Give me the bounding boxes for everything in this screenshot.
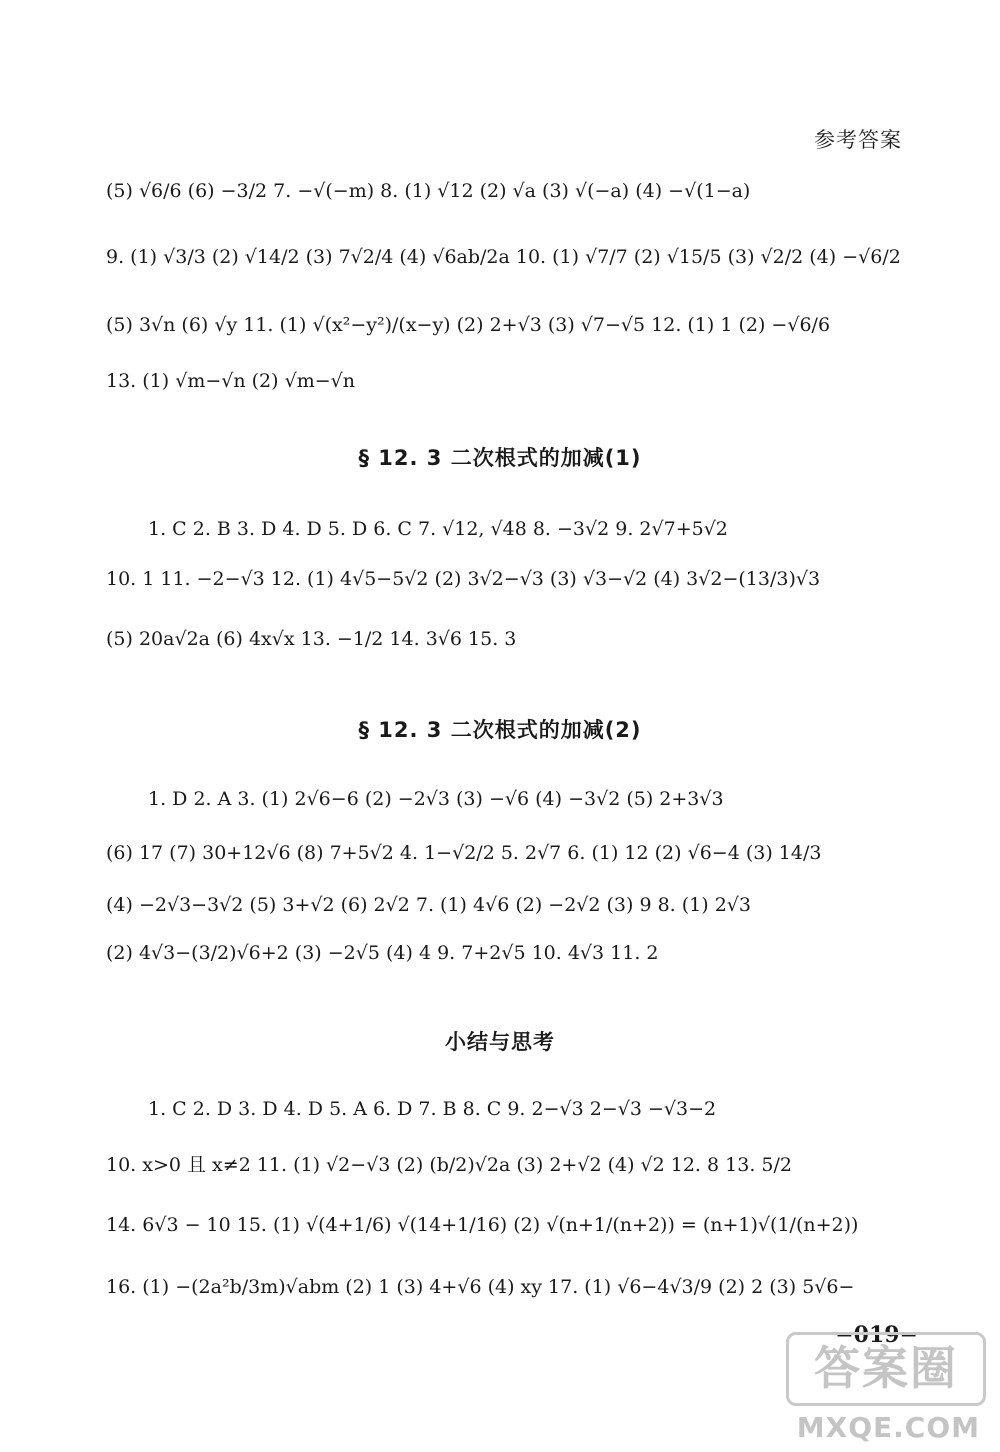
answer-line: (6) 17 (7) 30+12√6 (8) 7+5√2 4. 1−√2/2 5. 2√7 6. (1) 12 (2) √6−4 (3) 14/3 bbox=[106, 842, 822, 864]
answer-line: 1. C 2. D 3. D 4. D 5. A 6. D 7. B 8. C 9. 2−√3 2−√3 −√3−2 bbox=[148, 1098, 717, 1120]
watermark-url: MXQE.COM bbox=[796, 1411, 980, 1444]
answer-line: (4) −2√3−3√2 (5) 3+√2 (6) 2√2 7. (1) 4√6 (2) −2√2 (3) 9 8. (1) 2√3 bbox=[106, 894, 751, 916]
answer-line: (5) 20a√2a (6) 4x√x 13. −1/2 14. 3√6 15. 3 bbox=[106, 628, 517, 650]
answer-line: 10. 1 11. −2−√3 12. (1) 4√5−5√2 (2) 3√2−√3 (3) √3−√2 (4) 3√2−(13/3)√3 bbox=[106, 568, 821, 590]
answer-line: 1. D 2. A 3. (1) 2√6−6 (2) −2√3 (3) −√6 (4) −3√2 (5) 2+3√3 bbox=[148, 788, 724, 810]
answer-line: 9. (1) √3/3 (2) √14/2 (3) 7√2/4 (4) √6ab/2a 10. (1) √7/7 (2) √15/5 (3) √2/2 (4) −√6/2 bbox=[106, 246, 901, 268]
running-header: 参考答案 bbox=[814, 128, 902, 152]
page-number: −019− bbox=[835, 1322, 918, 1348]
answer-line: 13. (1) √m−√n (2) √m−√n bbox=[106, 370, 355, 392]
watermark-logo bbox=[786, 1332, 986, 1444]
section-title: § 12. 3 二次根式的加减(2) bbox=[358, 718, 642, 742]
answer-line: 16. (1) −(2a²b/3m)√abm (2) 1 (3) 4+√6 (4) xy 17. (1) √6−4√3/9 (2) 2 (3) 5√6− bbox=[106, 1276, 855, 1298]
watermark-logo-text: 答案圈 bbox=[786, 1332, 986, 1406]
answer-line: (5) 3√n (6) √y 11. (1) √(x²−y²)/(x−y) (2) 2+√3 (3) √7−√5 12. (1) 1 (2) −√6/6 bbox=[106, 314, 831, 336]
answer-line: (5) √6/6 (6) −3/2 7. −√(−m) 8. (1) √12 (2) √a (3) √(−a) (4) −√(1−a) bbox=[106, 180, 751, 202]
section-title: 小结与思考 bbox=[445, 1030, 555, 1054]
answer-line: 14. 6√3 − 10 15. (1) √(4+1/6) √(14+1/16) (2) √(n+1/(n+2)) = (n+1)√(1/(n+2)) bbox=[106, 1214, 859, 1236]
answer-line: 1. C 2. B 3. D 4. D 5. D 6. C 7. √12, √48 8. −3√2 9. 2√7+5√2 bbox=[148, 518, 728, 540]
answer-line: 10. x>0 且 x≠2 11. (1) √2−√3 (2) (b/2)√2a (3) 2+√2 (4) √2 12. 8 13. 5/2 bbox=[106, 1154, 792, 1176]
section-title: § 12. 3 二次根式的加减(1) bbox=[358, 446, 642, 470]
answer-line: (2) 4√3−(3/2)√6+2 (3) −2√5 (4) 4 9. 7+2√5 10. 4√3 11. 2 bbox=[106, 942, 659, 964]
